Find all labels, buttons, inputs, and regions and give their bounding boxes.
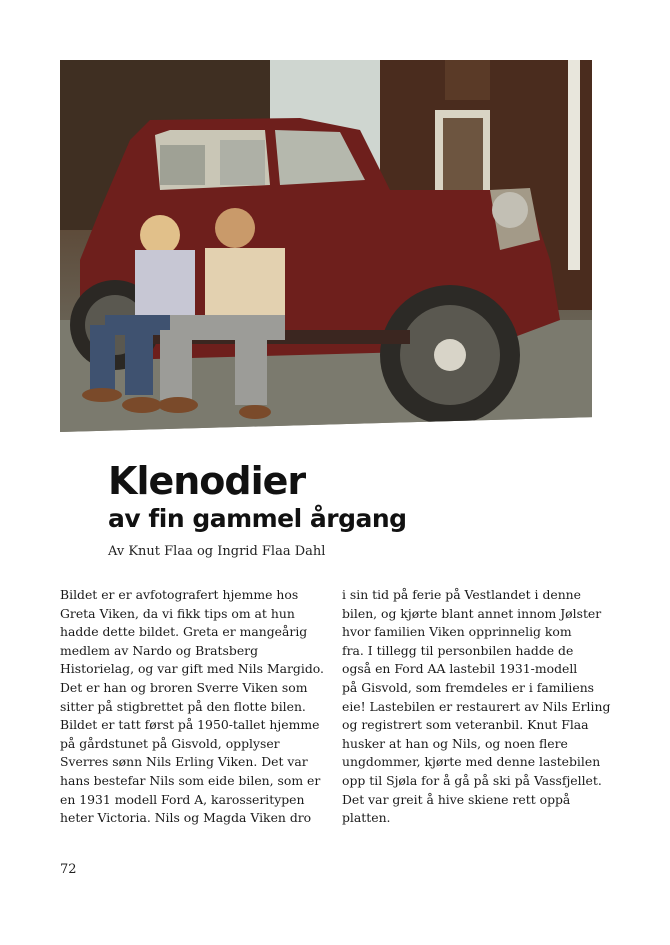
article-subtitle: av fin gammel årgang	[108, 504, 407, 533]
body-line: og registrert som veteranbil. Knut Flaa	[342, 717, 589, 733]
body-column-right	[342, 586, 611, 828]
body-line: platten.	[342, 810, 391, 826]
body-line: fra. I tillegg til personbilen hadde de	[342, 642, 574, 658]
body-line: Det er han og broren Sverre Viken som	[60, 679, 308, 695]
body-line: Det var greit å hive skiene rett oppå	[342, 791, 571, 807]
body-line: medlem av Nardo og Bratsberg	[60, 642, 259, 658]
body-column-left	[60, 586, 322, 828]
byline: Av Knut Flaa og Ingrid Flaa Dahl	[108, 544, 326, 559]
body-line: husker at han og Nils, og noen flere	[342, 735, 568, 751]
body-line: Historielag, og var gift med Nils Margido.	[60, 661, 324, 677]
body-line: ungdommer, kjørte med denne lastebilen	[342, 754, 601, 770]
hand-colored-photo	[60, 60, 592, 432]
body-line: Greta Viken, da vi fikk tips om at hun	[60, 605, 295, 621]
body-line: Bildet er er avfotografert hjemme hos	[60, 587, 299, 602]
title-block	[108, 458, 407, 534]
body-line: eie! Lastebilen er restaurert av Nils Erling	[342, 698, 611, 714]
article-title: Klenodier	[108, 459, 306, 503]
body-line: hans bestefar Nils som eide bilen, som er	[60, 772, 321, 788]
body-line: opp til Sjøla for å gå på ski på Vassfjellet.	[342, 772, 602, 788]
body-line: bilen, og kjørte blant annet innom Jølster	[342, 605, 602, 621]
body-line: på Gisvold, som fremdeles er i familiens	[342, 679, 595, 695]
body-line: på gårdstunet på Gisvold, opplyser	[60, 735, 280, 751]
vintage-car-photo-illustration	[60, 60, 592, 432]
page-number: 72	[60, 862, 77, 877]
body-line: i sin tid på ferie på Vestlandet i denne	[342, 587, 581, 602]
body-line: hadde dette bildet. Greta er mangeårig	[60, 624, 308, 640]
body-line: sitter på stigbrettet på den flotte bilen.	[60, 698, 306, 714]
body-line: også en Ford AA lastebil 1931-modell	[342, 661, 578, 677]
body-line: hvor familien Viken opprinnelig kom	[342, 624, 572, 640]
body-line: heter Victoria. Nils og Magda Viken dro	[60, 810, 312, 826]
body-line: Sverres sønn Nils Erling Viken. Det var	[60, 754, 308, 770]
body-line: Bildet er tatt først på 1950-tallet hjemme	[60, 717, 320, 733]
body-line: en 1931 modell Ford A, karosseritypen	[60, 791, 305, 807]
